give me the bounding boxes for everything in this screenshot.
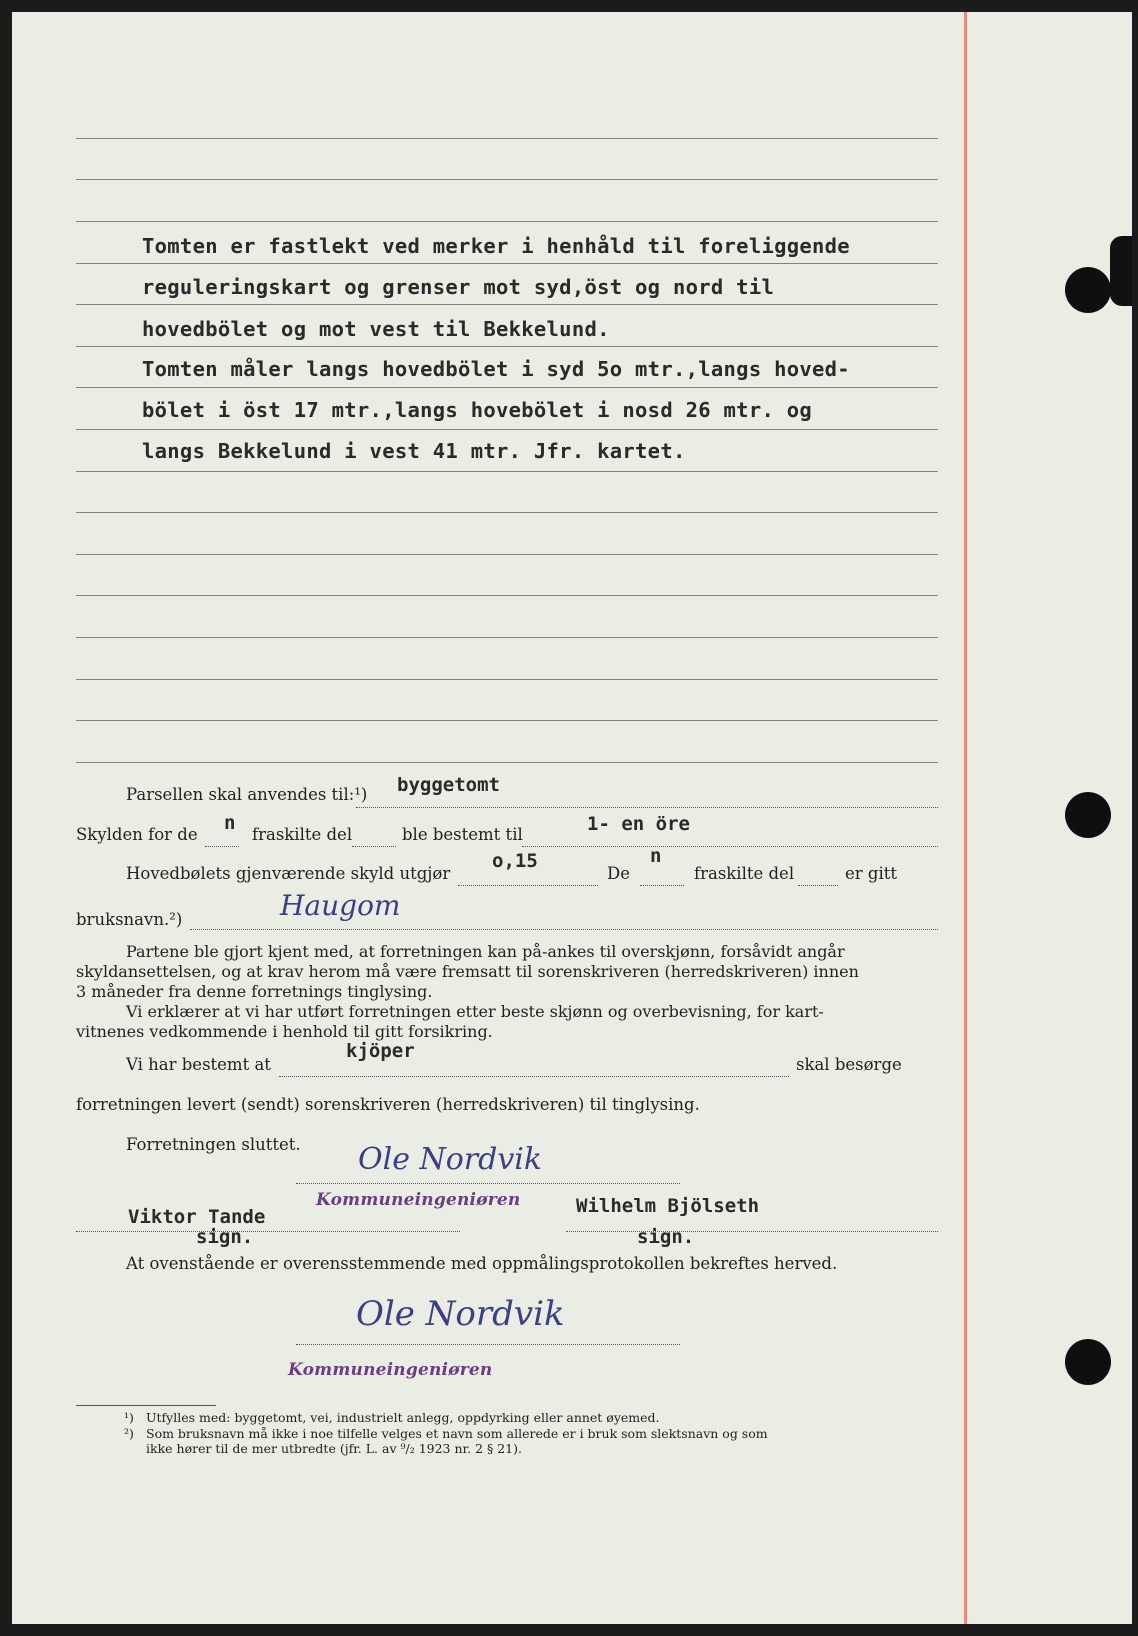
bestemt-at-label: Vi har bestemt at [126, 1055, 271, 1074]
ruled-line [76, 637, 938, 638]
signature-ole-nordvik: Ole Nordvik [356, 1294, 565, 1334]
ruled-line [76, 304, 938, 305]
erklaering-text: Vi erklærer at vi har utført forretningen etter beste skjønn og overbevisning, for kart- [126, 1002, 824, 1021]
signature-line [296, 1344, 680, 1345]
dotted-field [356, 807, 938, 808]
body-line: Tomten er fastlekt ved merker i henhåld til foreliggende [142, 234, 850, 258]
punch-hole [1065, 267, 1111, 313]
kommuneingenior-stamp: Kommuneingeniøren [288, 1360, 493, 1380]
bestemt-value: kjöper [346, 1040, 415, 1062]
partene-text: skyldansettelsen, og at krav herom må være fremsatt til sorenskriveren (herredskriveren) innen [76, 962, 859, 981]
witness-right-name: Wilhelm Bjölseth [576, 1195, 760, 1217]
page-edge-shadow [1110, 236, 1132, 306]
bestemt-til-label: ble bestemt til [402, 825, 523, 844]
dotted-field [190, 929, 938, 930]
skylden-n: n [224, 812, 236, 834]
ruled-line [76, 138, 938, 139]
signature-ole-nordvik: Ole Nordvik [358, 1142, 543, 1177]
partene-text: 3 måneder fra denne forretnings tinglysing. [76, 982, 433, 1001]
fraskilte-del-label: fraskilte del [694, 864, 795, 883]
body-line: langs Bekkelund i vest 41 mtr. Jfr. kartet. [142, 439, 686, 463]
document-page [12, 12, 1132, 1624]
er-gitt-label: er gitt [845, 864, 897, 883]
dotted-field [279, 1076, 789, 1077]
dotted-field [798, 885, 838, 886]
skylden-value: 1- en öre [587, 813, 690, 835]
hovedbolet-value: o,15 [492, 850, 538, 872]
parsellen-value: byggetomt [397, 774, 500, 796]
ruled-line [76, 429, 938, 430]
hovedbolet-label: Hovedbølets gjenværende skyld utgjør [126, 864, 451, 883]
skylden-label: Skylden for de [76, 825, 198, 844]
punch-hole [1065, 1339, 1111, 1385]
footnote-marker: ²) [124, 1426, 134, 1441]
ruled-line [76, 263, 938, 264]
signature-line [76, 1231, 460, 1232]
footnote-marker: ¹) [124, 1410, 134, 1425]
dotted-field [640, 885, 684, 886]
levert-text: forretningen levert (sendt) sorenskriveren (herredskriveren) til tinglysing. [76, 1095, 700, 1114]
dotted-field [522, 846, 938, 847]
footnote-2: Som bruksnavn må ikke i noe tilfelle velges et navn som allerede er i bruk som slektsnavn og som [146, 1426, 768, 1441]
footnote-divider [76, 1405, 216, 1406]
footnote-1: Utfylles med: byggetomt, vei, industrielt anlegg, oppdyrking eller annet øyemed. [146, 1410, 660, 1425]
ruled-line [76, 387, 938, 388]
partene-text: Partene ble gjort kjent med, at forretningen kan på-ankes til overskjønn, forsåvidt angår [126, 942, 845, 961]
body-line: Tomten måler langs hovedbölet i syd 5o mtr.,langs hoved- [142, 357, 850, 381]
witness-left-sign: sign. [196, 1226, 254, 1248]
ruled-line [76, 720, 938, 721]
ruled-line [76, 595, 938, 596]
punch-hole [1065, 792, 1111, 838]
fraskilte-label: fraskilte del [252, 825, 353, 844]
ruled-line [76, 346, 938, 347]
ruled-line [76, 679, 938, 680]
dotted-field [205, 846, 239, 847]
body-line: bölet i öst 17 mtr.,langs hovebölet i nosd 26 mtr. og [142, 398, 813, 422]
de-n: n [650, 845, 662, 867]
ruled-line [76, 471, 938, 472]
dotted-field [458, 885, 598, 886]
de-label: De [607, 864, 630, 883]
body-line: reguleringskart og grenser mot syd,öst og nord til [142, 275, 775, 299]
ruled-line [76, 762, 938, 763]
bruksnavn-handwritten: Haugom [280, 889, 401, 922]
parsellen-label: Parsellen skal anvendes til:¹) [126, 785, 368, 804]
erklaering-text: vitnenes vedkommende i henhold til gitt forsikring. [76, 1022, 493, 1041]
kommuneingenior-stamp: Kommuneingeniøren [316, 1190, 521, 1210]
witness-left-name: Viktor Tande [128, 1206, 266, 1228]
bruksnavn-label: bruksnavn.²) [76, 910, 183, 929]
signature-line [296, 1183, 680, 1184]
body-line: hovedbölet og mot vest til Bekkelund. [142, 317, 610, 341]
footnote-2-cont: ikke hører til de mer utbredte (jfr. L. av ⁹/₂ 1923 nr. 2 § 21). [146, 1441, 522, 1456]
signature-line [566, 1231, 938, 1232]
ruled-line [76, 554, 938, 555]
attest-text: At ovenstående er overensstemmende med oppmålingsprotokollen bekreftes herved. [126, 1254, 838, 1273]
witness-right-sign: sign. [637, 1226, 695, 1248]
ruled-line [76, 221, 938, 222]
besorge-label: skal besørge [796, 1055, 902, 1074]
dotted-field [352, 846, 396, 847]
ruled-line [76, 179, 938, 180]
sluttet-text: Forretningen sluttet. [126, 1135, 301, 1154]
red-margin-line [964, 12, 967, 1624]
ruled-line [76, 512, 938, 513]
